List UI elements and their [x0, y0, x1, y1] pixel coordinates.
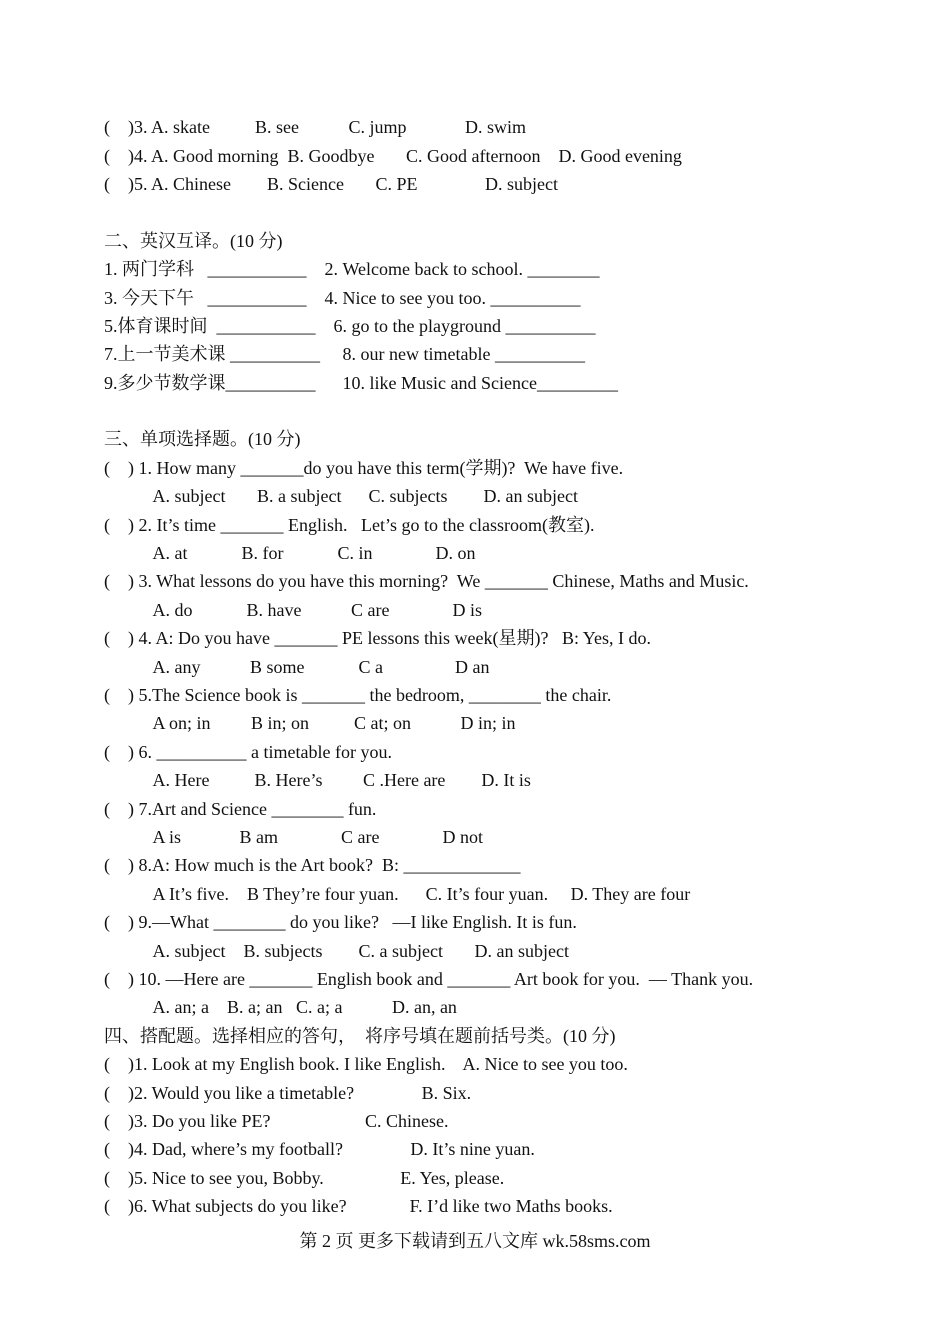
choice-q2: ( ) 2. It’s time _______ English. Let’s go to the classroom(教室).	[104, 515, 595, 535]
choice-q2-options: A. at B. for C. in D. on	[104, 543, 476, 563]
choice-q5-options: A on; in B in; on C at; on D in; in	[104, 713, 516, 733]
choice-q4: ( ) 4. A: Do you have _______ PE lessons this week(星期)? B: Yes, I do.	[104, 628, 651, 648]
page-footer: 第 2 页 更多下载请到五八文库 wk.58sms.com	[299, 1231, 651, 1251]
choice-q7-options: A is B am C are D not	[104, 827, 483, 847]
choice-q6-options: A. Here B. Here’s C .Here are D. It is	[104, 770, 531, 790]
q1-3-line: ( )3. A. skate B. see C. jump D. swim	[104, 117, 526, 137]
choice-q9-options: A. subject B. subjects C. a subject D. an subject	[104, 941, 569, 961]
translate-row-2: 3. 今天下午 ___________ 4. Nice to see you too. __________	[104, 288, 581, 308]
choice-q10-options: A. an; a B. a; an C. a; a D. an, an	[104, 997, 457, 1017]
translate-row-1: 1. 两门学科 ___________ 2. Welcome back to school. ________	[104, 259, 600, 279]
choice-q1-options: A. subject B. a subject C. subjects D. an subject	[104, 486, 578, 506]
choice-q7: ( ) 7.Art and Science ________ fun.	[104, 799, 377, 819]
choice-q8-options: A It’s five. B They’re four yuan. C. It’s four yuan. D. They are four	[104, 884, 691, 904]
match-row-4: ( )4. Dad, where’s my football? D. It’s nine yuan.	[104, 1139, 535, 1159]
choice-q9: ( ) 9.—What ________ do you like? —I like English. It is fun.	[104, 912, 577, 932]
translate-row-4: 7.上一节美术课 __________ 8. our new timetable __________	[104, 344, 585, 364]
q1-4-line: ( )4. A. Good morning B. Goodbye C. Good afternoon D. Good evening	[104, 146, 682, 166]
choice-q5: ( ) 5.The Science book is _______ the bedroom, ________ the chair.	[104, 685, 612, 705]
translate-row-3: 5.体育课时间 ___________ 6. go to the playground __________	[104, 316, 596, 336]
translate-row-5: 9.多少节数学课__________ 10. like Music and Science_________	[104, 373, 618, 393]
choice-q4-options: A. any B some C a D an	[104, 657, 490, 677]
choice-q1: ( ) 1. How many _______do you have this term(学期)? We have five.	[104, 458, 624, 478]
match-row-2: ( )2. Would you like a timetable? B. Six.	[104, 1083, 472, 1103]
match-row-5: ( )5. Nice to see you, Bobby. E. Yes, please.	[104, 1168, 505, 1188]
section-3-heading: 三、单项选择题。(10 分)	[104, 429, 301, 449]
choice-q3: ( ) 3. What lessons do you have this morning? We _______ Chinese, Maths and Music.	[104, 571, 749, 591]
choice-q6: ( ) 6. __________ a timetable for you.	[104, 742, 392, 762]
section-2-heading: 二、英汉互译。(10 分)	[104, 231, 283, 251]
choice-q8: ( ) 8.A: How much is the Art book? B: _____________	[104, 855, 521, 875]
match-row-3: ( )3. Do you like PE? C. Chinese.	[104, 1111, 449, 1131]
q1-5-line: ( )5. A. Chinese B. Science C. PE D. subject	[104, 174, 558, 194]
match-row-1: ( )1. Look at my English book. I like English. A. Nice to see you too.	[104, 1054, 628, 1074]
choice-q10: ( ) 10. —Here are _______ English book and _______ Art book for you. — Thank you.	[104, 969, 754, 989]
match-row-6: ( )6. What subjects do you like? F. I’d like two Maths books.	[104, 1196, 613, 1216]
section-4-heading: 四、搭配题。选择相应的答句， 将序号填在题前括号类。(10 分)	[104, 1026, 616, 1046]
choice-q3-options: A. do B. have C are D is	[104, 600, 482, 620]
